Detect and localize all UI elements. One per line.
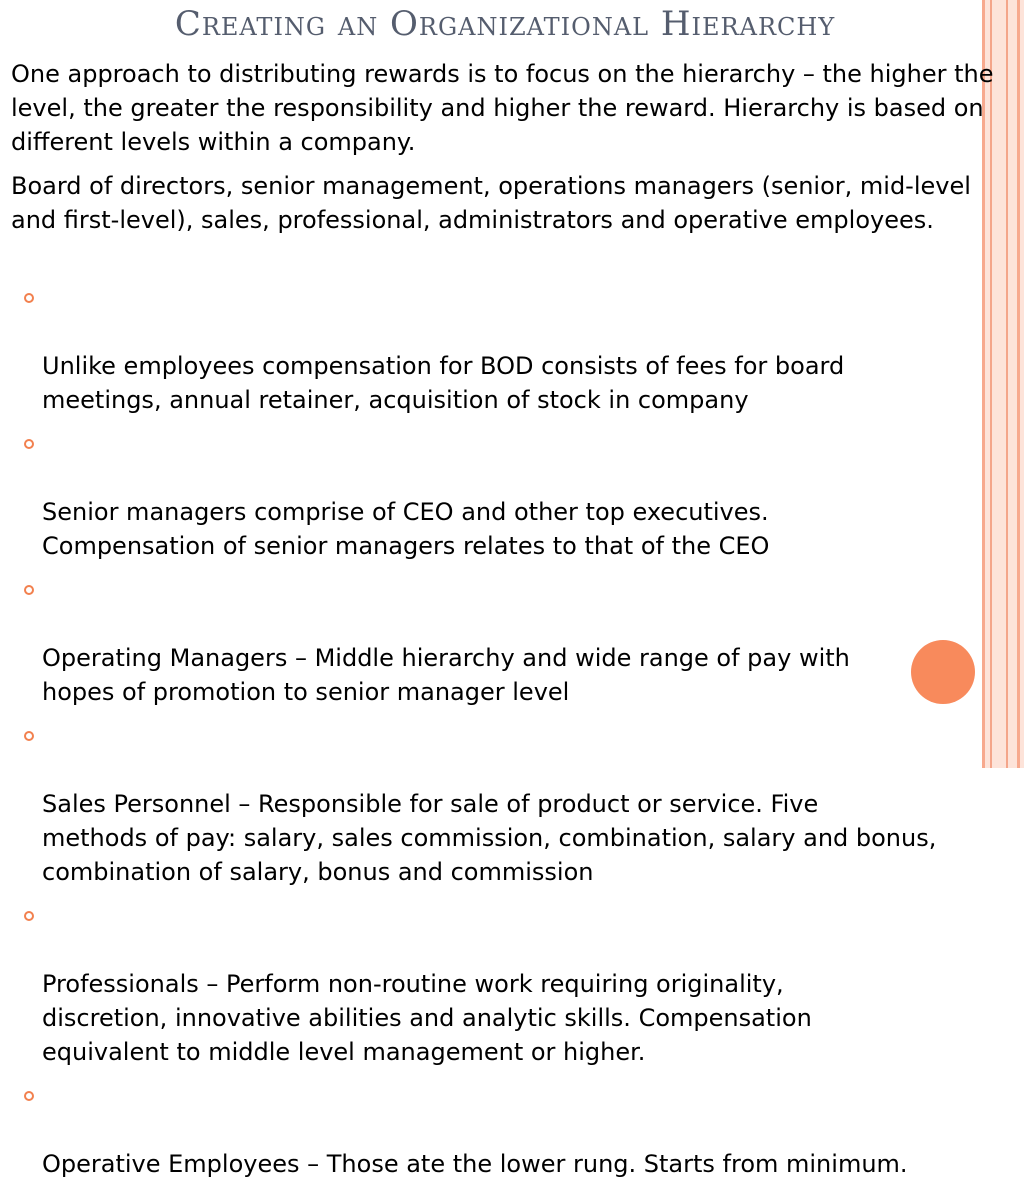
bullet-text: Unlike employees compensation for BOD consists of fees for board meetings, annual retainer, acquisition of stock in company [42,352,845,414]
list-item [0,427,1000,563]
circle-bullet-icon [24,911,34,921]
bullet-text: Sales Personnel – Responsible for sale of product or service. Five methods of pay: salary, sales commission, combination, salary and bonus, combination of salary, bonus and commission [42,790,937,886]
list-item [0,1079,1000,1181]
circle-bullet-icon [24,1091,34,1101]
circle-bullet-icon [24,293,34,303]
list-item [0,719,1000,889]
orange-circle-decoration [911,640,975,704]
list-item [0,573,1000,709]
circle-bullet-icon [24,731,34,741]
list-item [0,281,1000,417]
levels-paragraph: Board of directors, senior management, operations managers (senior, mid-level and first-level), sales, professional, administrators and operative employees. [11,172,971,234]
circle-bullet-icon [24,439,34,449]
bullet-text: Senior managers comprise of CEO and other top executives. Compensation of senior managers relates to that of the CEO [42,498,770,560]
bullet-text: Operating Managers – Middle hierarchy and wide range of pay with hopes of promotion to senior manager level [42,644,850,706]
slide-title: Creating an Organizational Hierarchy [174,4,836,44]
bullet-text: Operative Employees – Those ate the lower rung. Starts from minimum. [42,1150,908,1178]
border-stripe [1006,0,1008,768]
circle-bullet-icon [24,585,34,595]
border-stripe [1017,0,1020,768]
list-item [0,899,1000,1069]
bullet-list [0,281,1000,1191]
bullet-text: Professionals – Perform non-routine work requiring originality, discretion, innovative abilities and analytic skills. Compensation equivalent to middle level management or higher. [42,970,812,1066]
intro-paragraph: One approach to distributing rewards is to focus on the hierarchy – the higher the level, the greater the responsibility and higher the reward. Hierarchy is based on different levels within a company. [11,60,994,156]
